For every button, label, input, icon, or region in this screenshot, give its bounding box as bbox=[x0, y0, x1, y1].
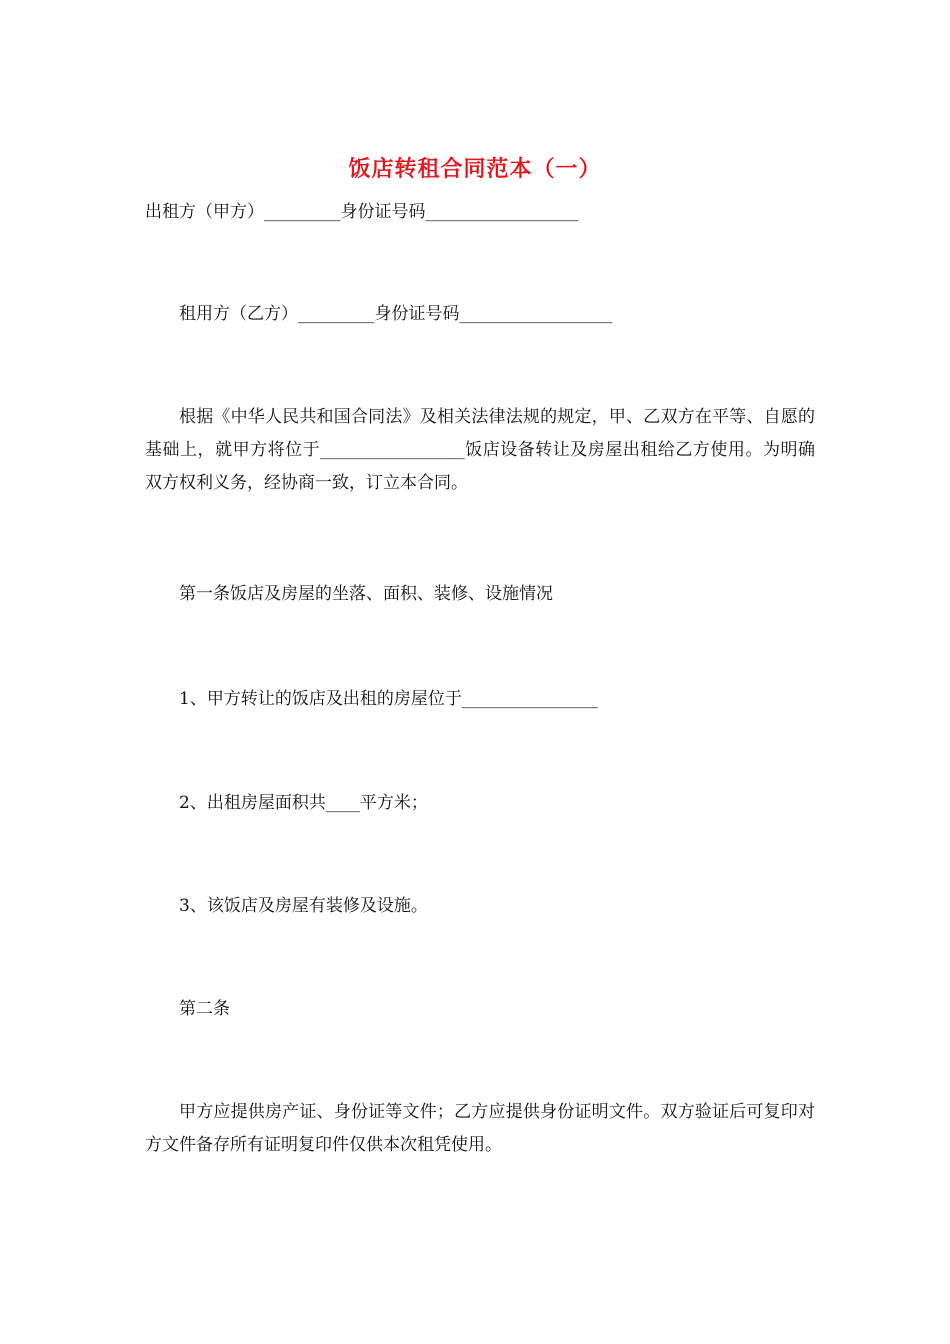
preamble-paragraph: 根据《中华人民共和国合同法》及相关法律法规的规定，甲、乙双方在平等、自愿的基础上，就甲方将位于_________________饭店设备转让及房屋出租给乙方使用。为明确双方权利义务，经协商一致，订立本合同。 bbox=[145, 407, 815, 493]
article1-heading: 第一条饭店及房屋的坐落、面积、装修、设施情况 bbox=[179, 584, 553, 604]
lessor-line: 出租方（甲方）_________身份证号码__________________ bbox=[145, 202, 579, 222]
article1-item2: 2、出租房屋面积共____平方米； bbox=[179, 793, 428, 813]
article2-body: 甲方应提供房产证、身份证等文件；乙方应提供身份证明文件。双方验证后可复印对方文件备存所有证明复印件仅供本次租凭使用。 bbox=[145, 1102, 815, 1155]
article1-item1: 1、甲方转让的饭店及出租的房屋位于________________ bbox=[179, 689, 598, 709]
article1-item3: 3、该饭店及房屋有装修及设施。 bbox=[179, 896, 428, 916]
document-title: 饭店转租合同范本（一） bbox=[348, 156, 602, 182]
article2-heading: 第二条 bbox=[179, 999, 230, 1019]
lessee-line: 租用方（乙方）_________身份证号码__________________ bbox=[179, 304, 613, 324]
